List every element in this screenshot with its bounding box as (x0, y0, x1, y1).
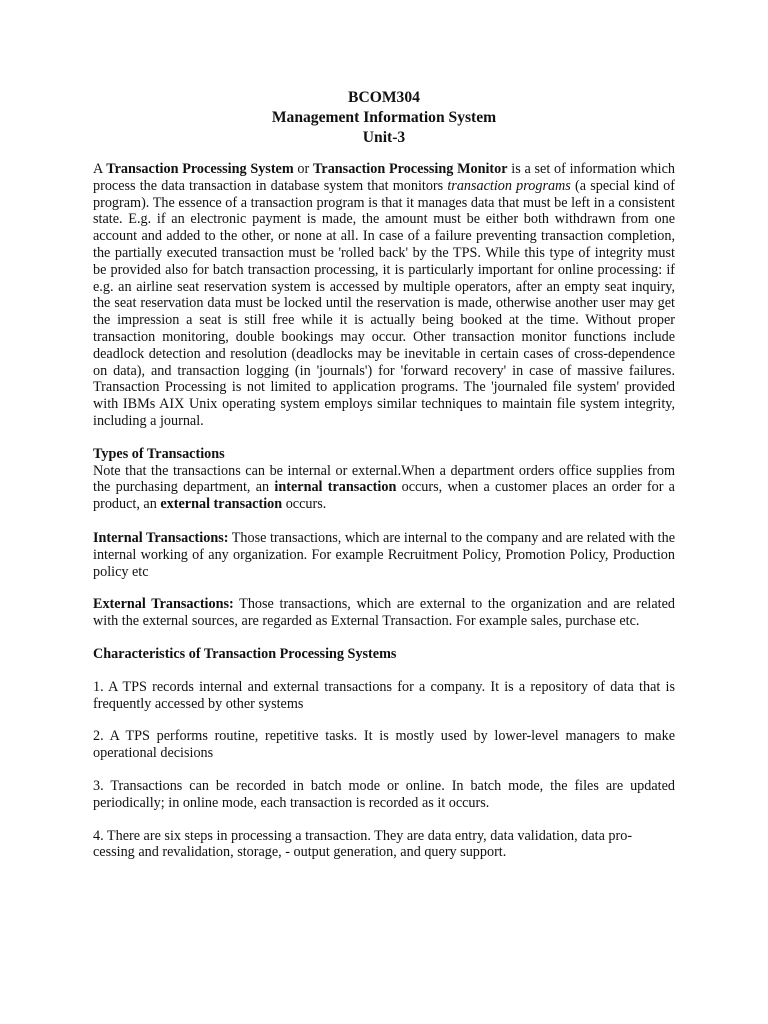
internal-transaction-term: internal transaction (274, 479, 397, 496)
types-section (93, 446, 675, 513)
transaction-programs-term: transaction programs (447, 177, 571, 194)
tpm-term: Transaction Processing Monitor (312, 161, 508, 177)
external-transactions-label: External Transactions: (93, 596, 234, 613)
unit-label: Unit-3 (362, 129, 406, 146)
internal-transactions-paragraph: Internal Transactions: Those transactions, which are internal to the company and are related with the internal working of any organization. For example Recruitment Policy, Promotion Policy, Production policy etc (93, 529, 675, 580)
document-page (93, 88, 675, 877)
characteristic-item-4: 4. There are six steps in processing a transaction. They are data entry, data validation, data pro- cessing and revalidation, storage, - output generation, and query support. (93, 827, 633, 861)
course-code: BCOM304 (348, 89, 420, 106)
course-title: Management Information System (271, 109, 497, 126)
external-transactions-paragraph: External Transactions: Those transactions, which are external to the organization and are related with the external sources, are regarded as External Transaction. For example sales, purchase etc. (93, 596, 676, 630)
characteristic-item-1: 1. A TPS records internal and external transactions for a company. It is a repository of data that is frequently accessed by other systems (93, 678, 675, 712)
types-paragraph: Note that the transactions can be internal or external.When a department orders office supplies from the purchasing department, an internal transaction occurs, when a customer places an order for a product, an external transaction occurs. (93, 462, 675, 513)
document-header (93, 88, 675, 148)
intro-paragraph: A Transaction Processing System or Transaction Processing Monitor is a set of information which process the data transaction in database system that monitors transaction programs (a special kind of program). The essence of a transaction program is that it manages data that must be left in a consistent state. E.g. if an electronic payment is made, the amount must be either both withdrawn from one account and added to the other, or none at all. In case of a failure preventing transaction completion, the partially executed transaction must be 'rolled back' by the TPS. While this type of integrity must be provided also for batch transaction processing, it is particularly important for online processing: if e.g. an airline seat reservation system is accessed by multiple operators, after an empty seat inquiry, the seat reservation data must be locked until the reservation is made, otherwise another user may get the impression a seat is still free while it is actually being booked at the time. Without proper transaction monitoring, double bookings may occur. Other transaction monitor functions include deadlock detection and resolution (deadlocks may be inevitable in certain cases of cross-dependence on data), and transaction logging (in 'journals') for 'forward recovery' in case of massive failures. Transaction Processing is not limited to application programs. The 'journaled file system' provided with IBMs AIX Unix operating system employs similar techniques to maintain file system integrity, including a journal. (93, 161, 675, 429)
tps-term: Transaction Processing System (106, 161, 294, 177)
characteristic-item-3: 3. Transactions can be recorded in batch mode or online. In batch mode, the files are updated periodically; in online mode, each transaction is recorded as it occurs. (93, 777, 675, 811)
characteristics-heading: Characteristics of Transaction Processing Systems (93, 645, 397, 662)
external-transaction-term: external transaction (160, 496, 283, 513)
types-heading: Types of Transactions (93, 445, 225, 462)
characteristic-item-2: 2. A TPS performs routine, repetitive tasks. It is mostly used by lower-level managers to make operational decisions (93, 728, 675, 762)
internal-transactions-label: Internal Transactions: (93, 529, 229, 546)
